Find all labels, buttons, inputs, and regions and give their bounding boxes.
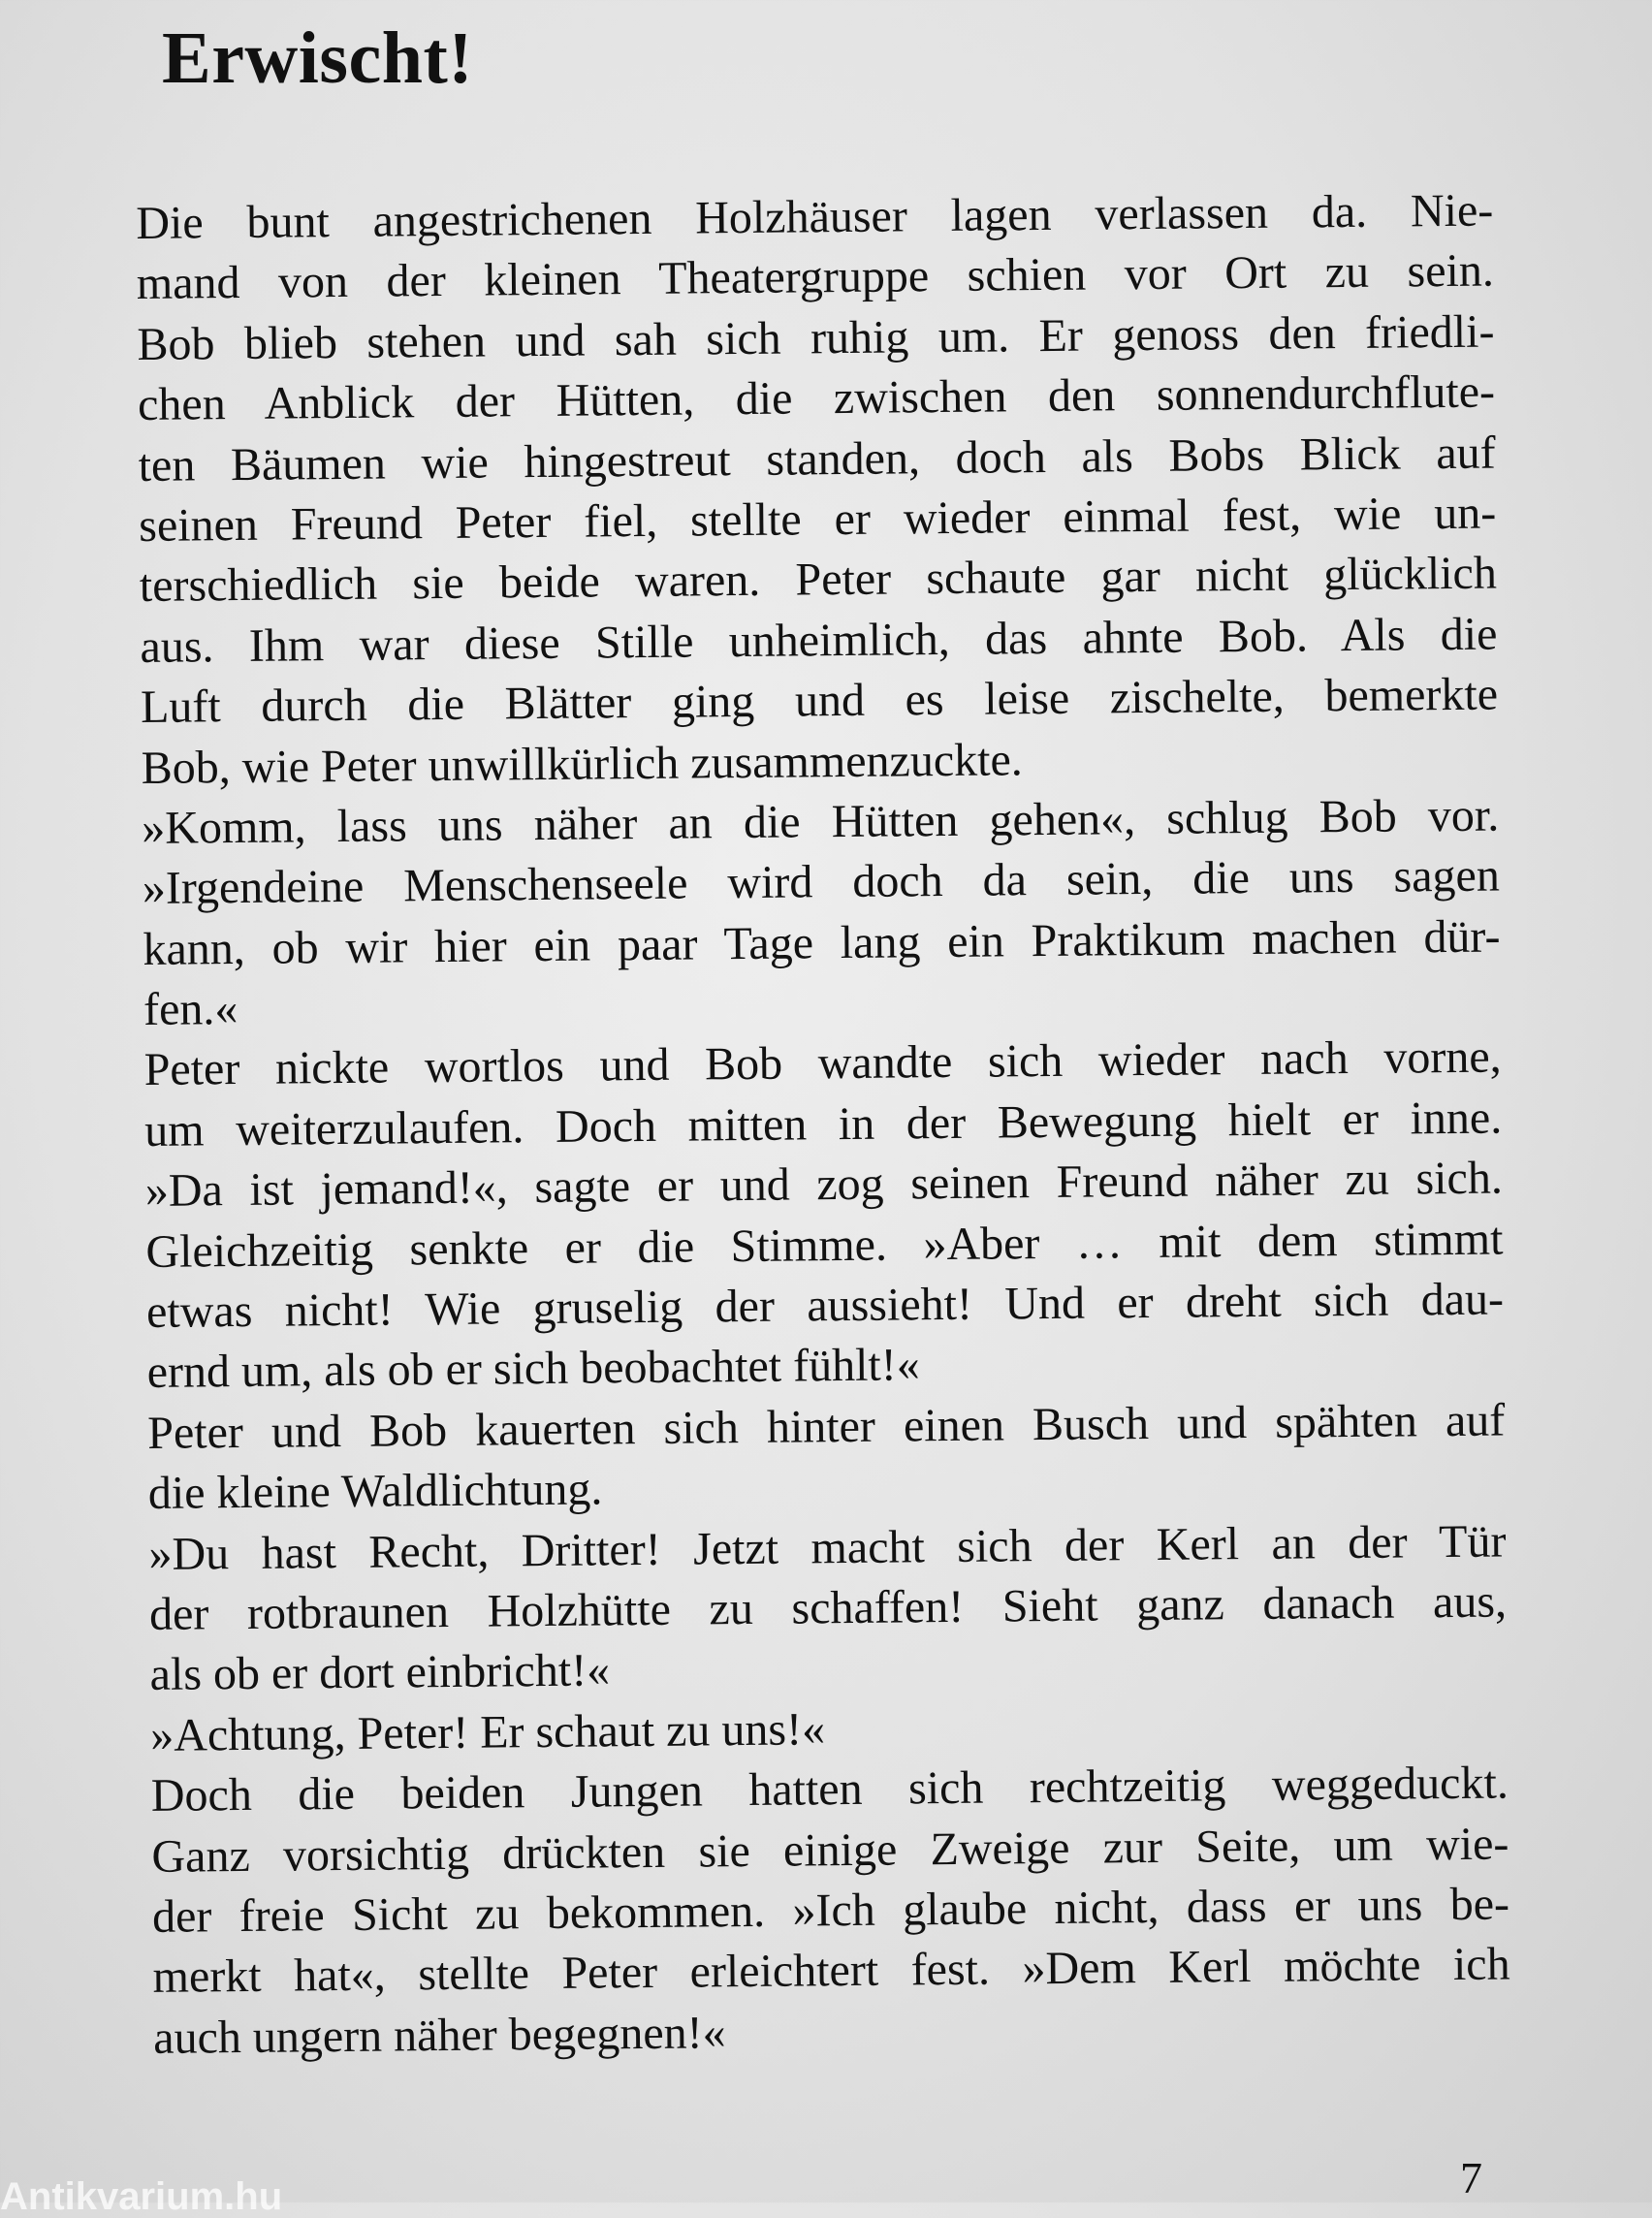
text-line: seinen Freund Peter fiel, stellte er wieder einmal fest, wie un- bbox=[139, 487, 1497, 552]
body-text bbox=[136, 181, 1511, 2069]
text-line: Luft durch die Blätter ging und es leise zischelte, bemerkte bbox=[140, 668, 1499, 734]
text-line: Peter und Bob kauerten sich hinter einen Busch und spähten auf bbox=[147, 1394, 1506, 1459]
watermark: Antikvarium.hu bbox=[0, 2175, 283, 2218]
text-line: »Da ist jemand!«, sagte er und zog seinen Freund näher zu sich. bbox=[144, 1152, 1504, 1218]
text-line: Bob blieb stehen und sah sich ruhig um. Er genoss den friedli- bbox=[137, 305, 1495, 370]
text-line: etwas nicht! Wie gruselig der aussieht! Und er dreht sich dau- bbox=[145, 1273, 1505, 1338]
page-number: 7 bbox=[1460, 2153, 1482, 2202]
text-line: Doch die beiden Jungen hatten sich rechtzeitig weggeduckt. bbox=[150, 1757, 1509, 1822]
text-line: Peter nickte wortlos und Bob wandte sich wieder nach vorne, bbox=[143, 1030, 1502, 1096]
text-line: Die bunt angestrichenen Holzhäuser lagen verlassen da. Nie- bbox=[136, 184, 1494, 249]
text-line: um weiterzulaufen. Doch mitten in der Bewegung hielt er inne. bbox=[144, 1092, 1503, 1157]
text-line: Ganz vorsichtig drückten sie einige Zweige zur Seite, um wie- bbox=[151, 1818, 1509, 1883]
text-line: die kleine Waldlichtung. bbox=[147, 1463, 603, 1520]
text-line: chen Anblick der Hütten, die zwischen den sonnendurchflute- bbox=[137, 365, 1496, 431]
text-line: mand von der kleinen Theatergruppe schien vor Ort zu sein. bbox=[136, 244, 1495, 310]
text-line: terschiedlich sie beide waren. Peter schaute gar nicht glücklich bbox=[139, 547, 1498, 613]
text-line: ten Bäumen wie hingestreut standen, doch als Bobs Blick auf bbox=[138, 427, 1496, 491]
text-line: fen.« bbox=[143, 983, 238, 1036]
chapter-title: Erwischt! bbox=[162, 17, 474, 99]
text-line: als ob er dort einbricht!« bbox=[149, 1644, 611, 1701]
text-line: auch ungern näher begegnen!« bbox=[153, 2006, 726, 2064]
text-line: aus. Ihm war diese Stille unheimlich, das ahnte Bob. Als die bbox=[140, 608, 1498, 673]
text-line: »Komm, lass uns näher an die Hütten gehen«, schlug Bob vor. bbox=[142, 789, 1500, 854]
text-line: »Achtung, Peter! Er schaut zu uns!« bbox=[150, 1703, 826, 1761]
text-line: der rotbraunen Holzhütte zu schaffen! Sieht ganz danach aus, bbox=[148, 1575, 1508, 1640]
text-line: Gleichzeitig senkte er die Stimme. »Aber … mit dem stimmt bbox=[145, 1213, 1504, 1278]
text-line: Bob, wie Peter unwillkürlich zusammenzuckte. bbox=[141, 733, 1023, 794]
text-line: ernd um, als ob er sich beobachtet fühlt!« bbox=[146, 1339, 920, 1399]
text-line: kann, ob wir hier ein paar Tage lang ein Praktikum machen dür- bbox=[143, 910, 1501, 975]
text-line: »Irgendeine Menschenseele wird doch da sein, die uns sagen bbox=[142, 849, 1501, 915]
text-line: der freie Sicht zu bekommen. »Ich glaube nicht, dass er uns be- bbox=[151, 1878, 1510, 1943]
text-line: »Du hast Recht, Dritter! Jetzt macht sich der Kerl an der Tür bbox=[148, 1515, 1507, 1580]
text-line: merkt hat«, stellte Peter erleichtert fest. »Dem Kerl möchte ich bbox=[152, 1938, 1510, 2004]
